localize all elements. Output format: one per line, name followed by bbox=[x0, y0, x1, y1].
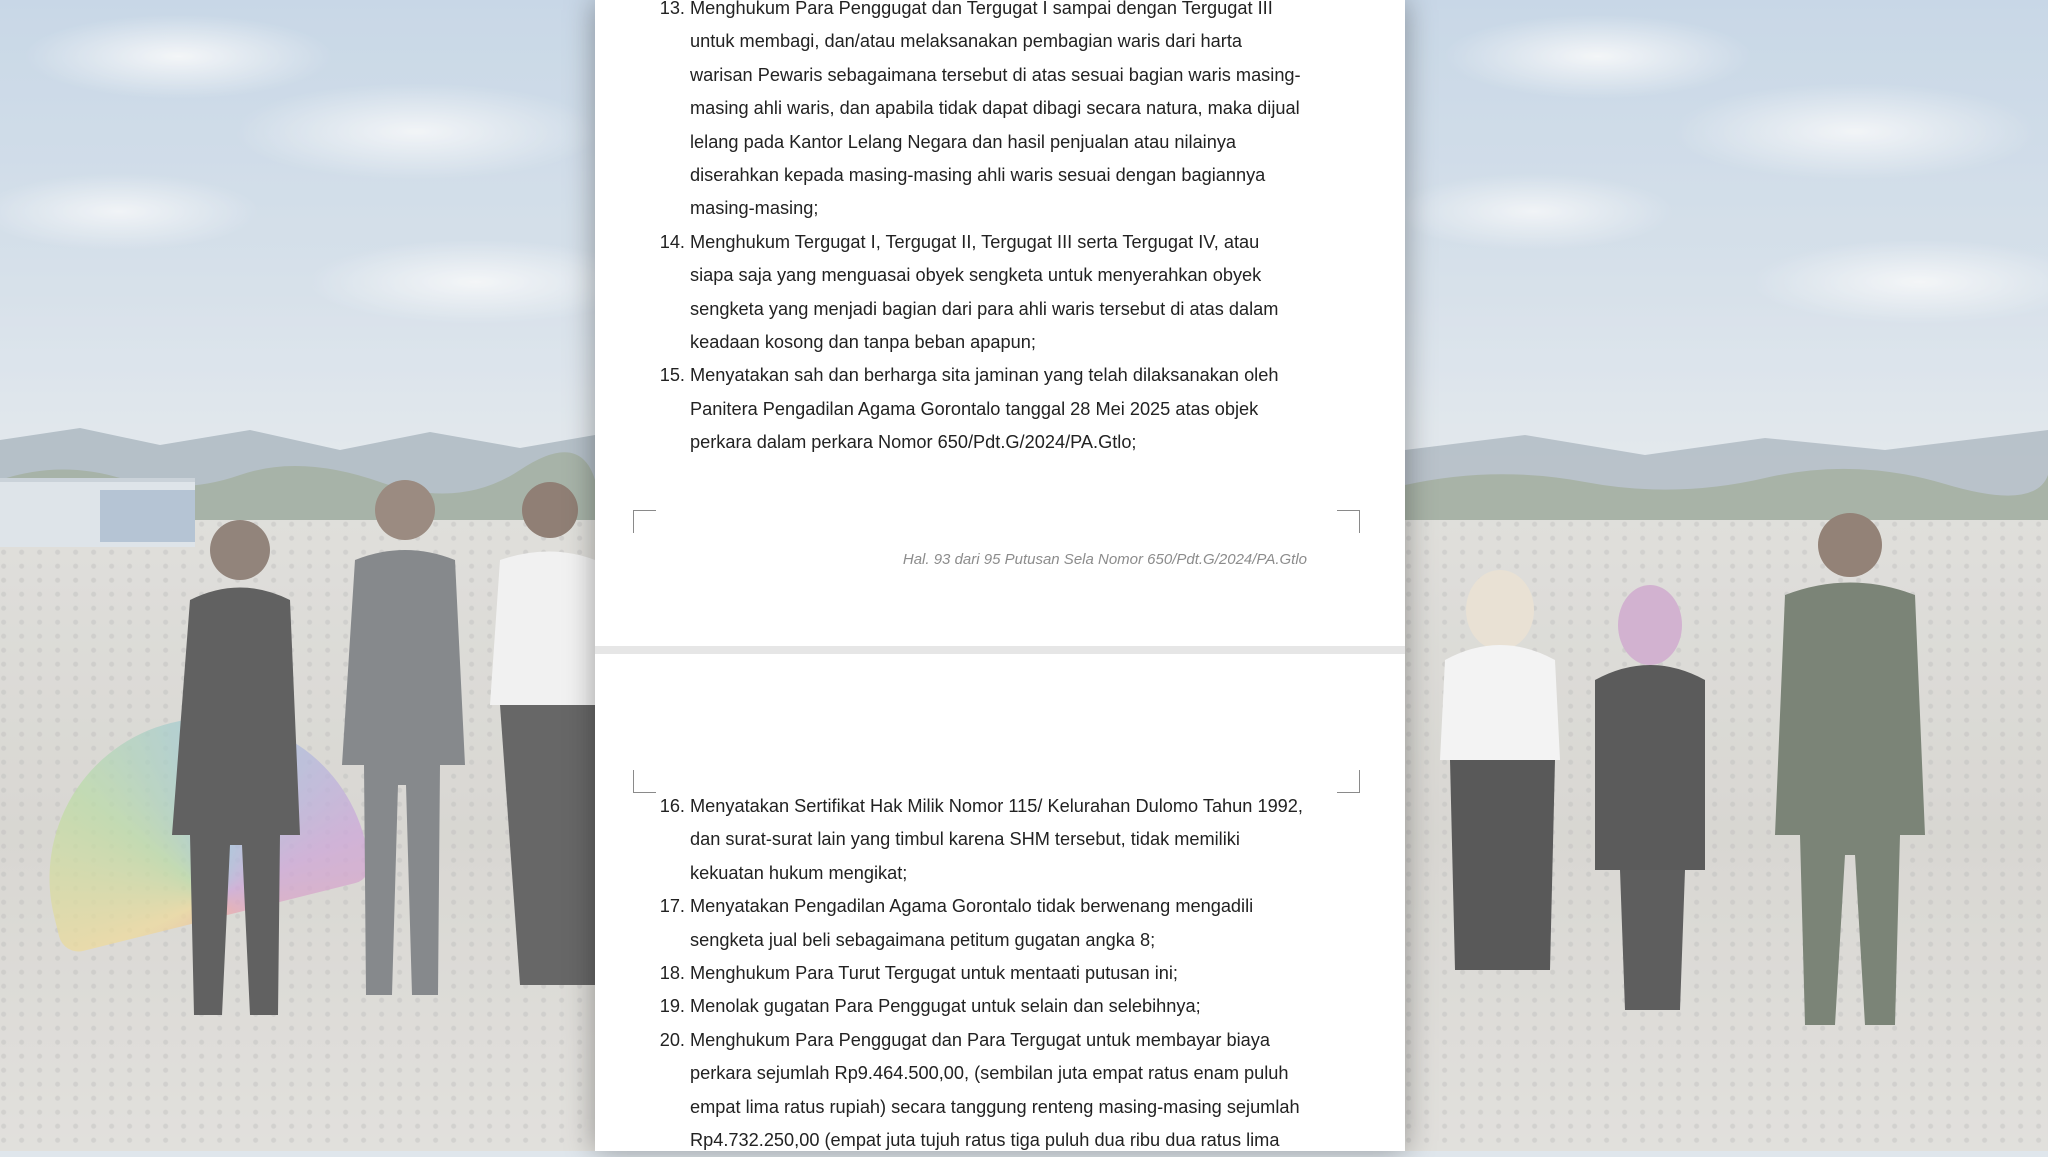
list-item bbox=[655, 957, 1345, 990]
list-item bbox=[655, 1024, 1345, 1157]
list-item bbox=[655, 359, 1345, 459]
item-number: 18. bbox=[659, 963, 685, 984]
item-text: Menyatakan Pengadilan Agama Gorontalo tidak berwenang mengadili sengketa jual beli sebagaimana petitum gugatan angka 8; bbox=[690, 896, 1254, 950]
fade-overlay bbox=[0, 0, 595, 1151]
item-text: Menyatakan Sertifikat Hak Milik Nomor 115/ Kelurahan Dulomo Tahun 1992, dan surat-surat lain yang timbul karena SHM tersebut, tidak memiliki kekuatan hukum mengikat; bbox=[690, 796, 1303, 883]
crop-mark bbox=[633, 770, 656, 793]
background-photo-left bbox=[0, 0, 595, 1151]
item-number: 19. bbox=[659, 996, 685, 1017]
page-separator bbox=[595, 646, 1405, 654]
verdict-list-page-94 bbox=[655, 790, 1345, 1157]
item-text: Menolak gugatan Para Penggugat untuk selain dan selebihnya; bbox=[690, 996, 1201, 1017]
verdict-list-page-93 bbox=[655, 0, 1345, 460]
item-number: 16. bbox=[659, 796, 685, 816]
list-item bbox=[655, 790, 1345, 890]
crop-mark bbox=[633, 510, 656, 533]
list-item bbox=[655, 990, 1345, 1023]
background-photo-right bbox=[1405, 0, 2048, 1151]
item-number: 20. bbox=[659, 1029, 685, 1050]
list-item bbox=[655, 890, 1345, 957]
item-number: 15. bbox=[659, 365, 685, 386]
fade-overlay bbox=[1405, 0, 2048, 1151]
crop-mark bbox=[1337, 510, 1360, 533]
item-text: Menghukum Para Penggugat dan Para Tergugat untuk membayar biaya perkara sejumlah Rp9.464.500,00, (sembilan juta empat ratus enam puluh empat lima ratus rupiah) secara tanggung renteng masing-masing sejumlah Rp4.732.250,00 (empat juta tujuh ratus tiga puluh dua ribu dua ratus lima bbox=[690, 1029, 1300, 1151]
item-number: 17. bbox=[659, 896, 685, 917]
item-text: Menghukum Para Penggugat dan Tergugat I sampai dengan Tergugat III untuk membagi, dan/atau melaksanakan pembagian waris dari harta warisan Pewaris sebagaimana tersebut di atas sesuai bagian waris masing- masing ahli waris, dan apabila tidak dapat dibagi secara natura, maka dijual lelang pada Kantor Lelang Negara dan hasil penjualan atau nilainya diserahkan kepada masing-masing ahli waris sesuai dengan bagiannya masing-masing; bbox=[690, 0, 1301, 219]
item-text: Menghukum Tergugat I, Tergugat II, Tergugat III serta Tergugat IV, atau siapa saja yang menguasai obyek sengketa untuk menyerahkan obyek sengketa yang menjadi bagian dari para ahli waris tersebut di atas dalam keadaan kosong dan tanpa beban apapun; bbox=[690, 231, 1279, 353]
item-text: Menyatakan sah dan berharga sita jaminan yang telah dilaksanakan oleh Panitera Pengadilan Agama Gorontalo tanggal 28 Mei 2025 atas objek perkara dalam perkara Nomor 650/Pdt.G/2024/PA.Gtlo; bbox=[690, 365, 1279, 453]
item-number: 13. bbox=[659, 0, 685, 18]
document-page bbox=[595, 0, 1405, 1151]
item-text: Menghukum Para Turut Tergugat untuk mentaati putusan ini; bbox=[690, 963, 1178, 984]
page-footer: Hal. 93 dari 95 Putusan Sela Nomor 650/Pdt.G/2024/PA.Gtlo bbox=[902, 551, 1307, 568]
list-item bbox=[655, 226, 1345, 360]
item-number: 14. bbox=[659, 231, 685, 252]
list-item bbox=[655, 0, 1345, 226]
